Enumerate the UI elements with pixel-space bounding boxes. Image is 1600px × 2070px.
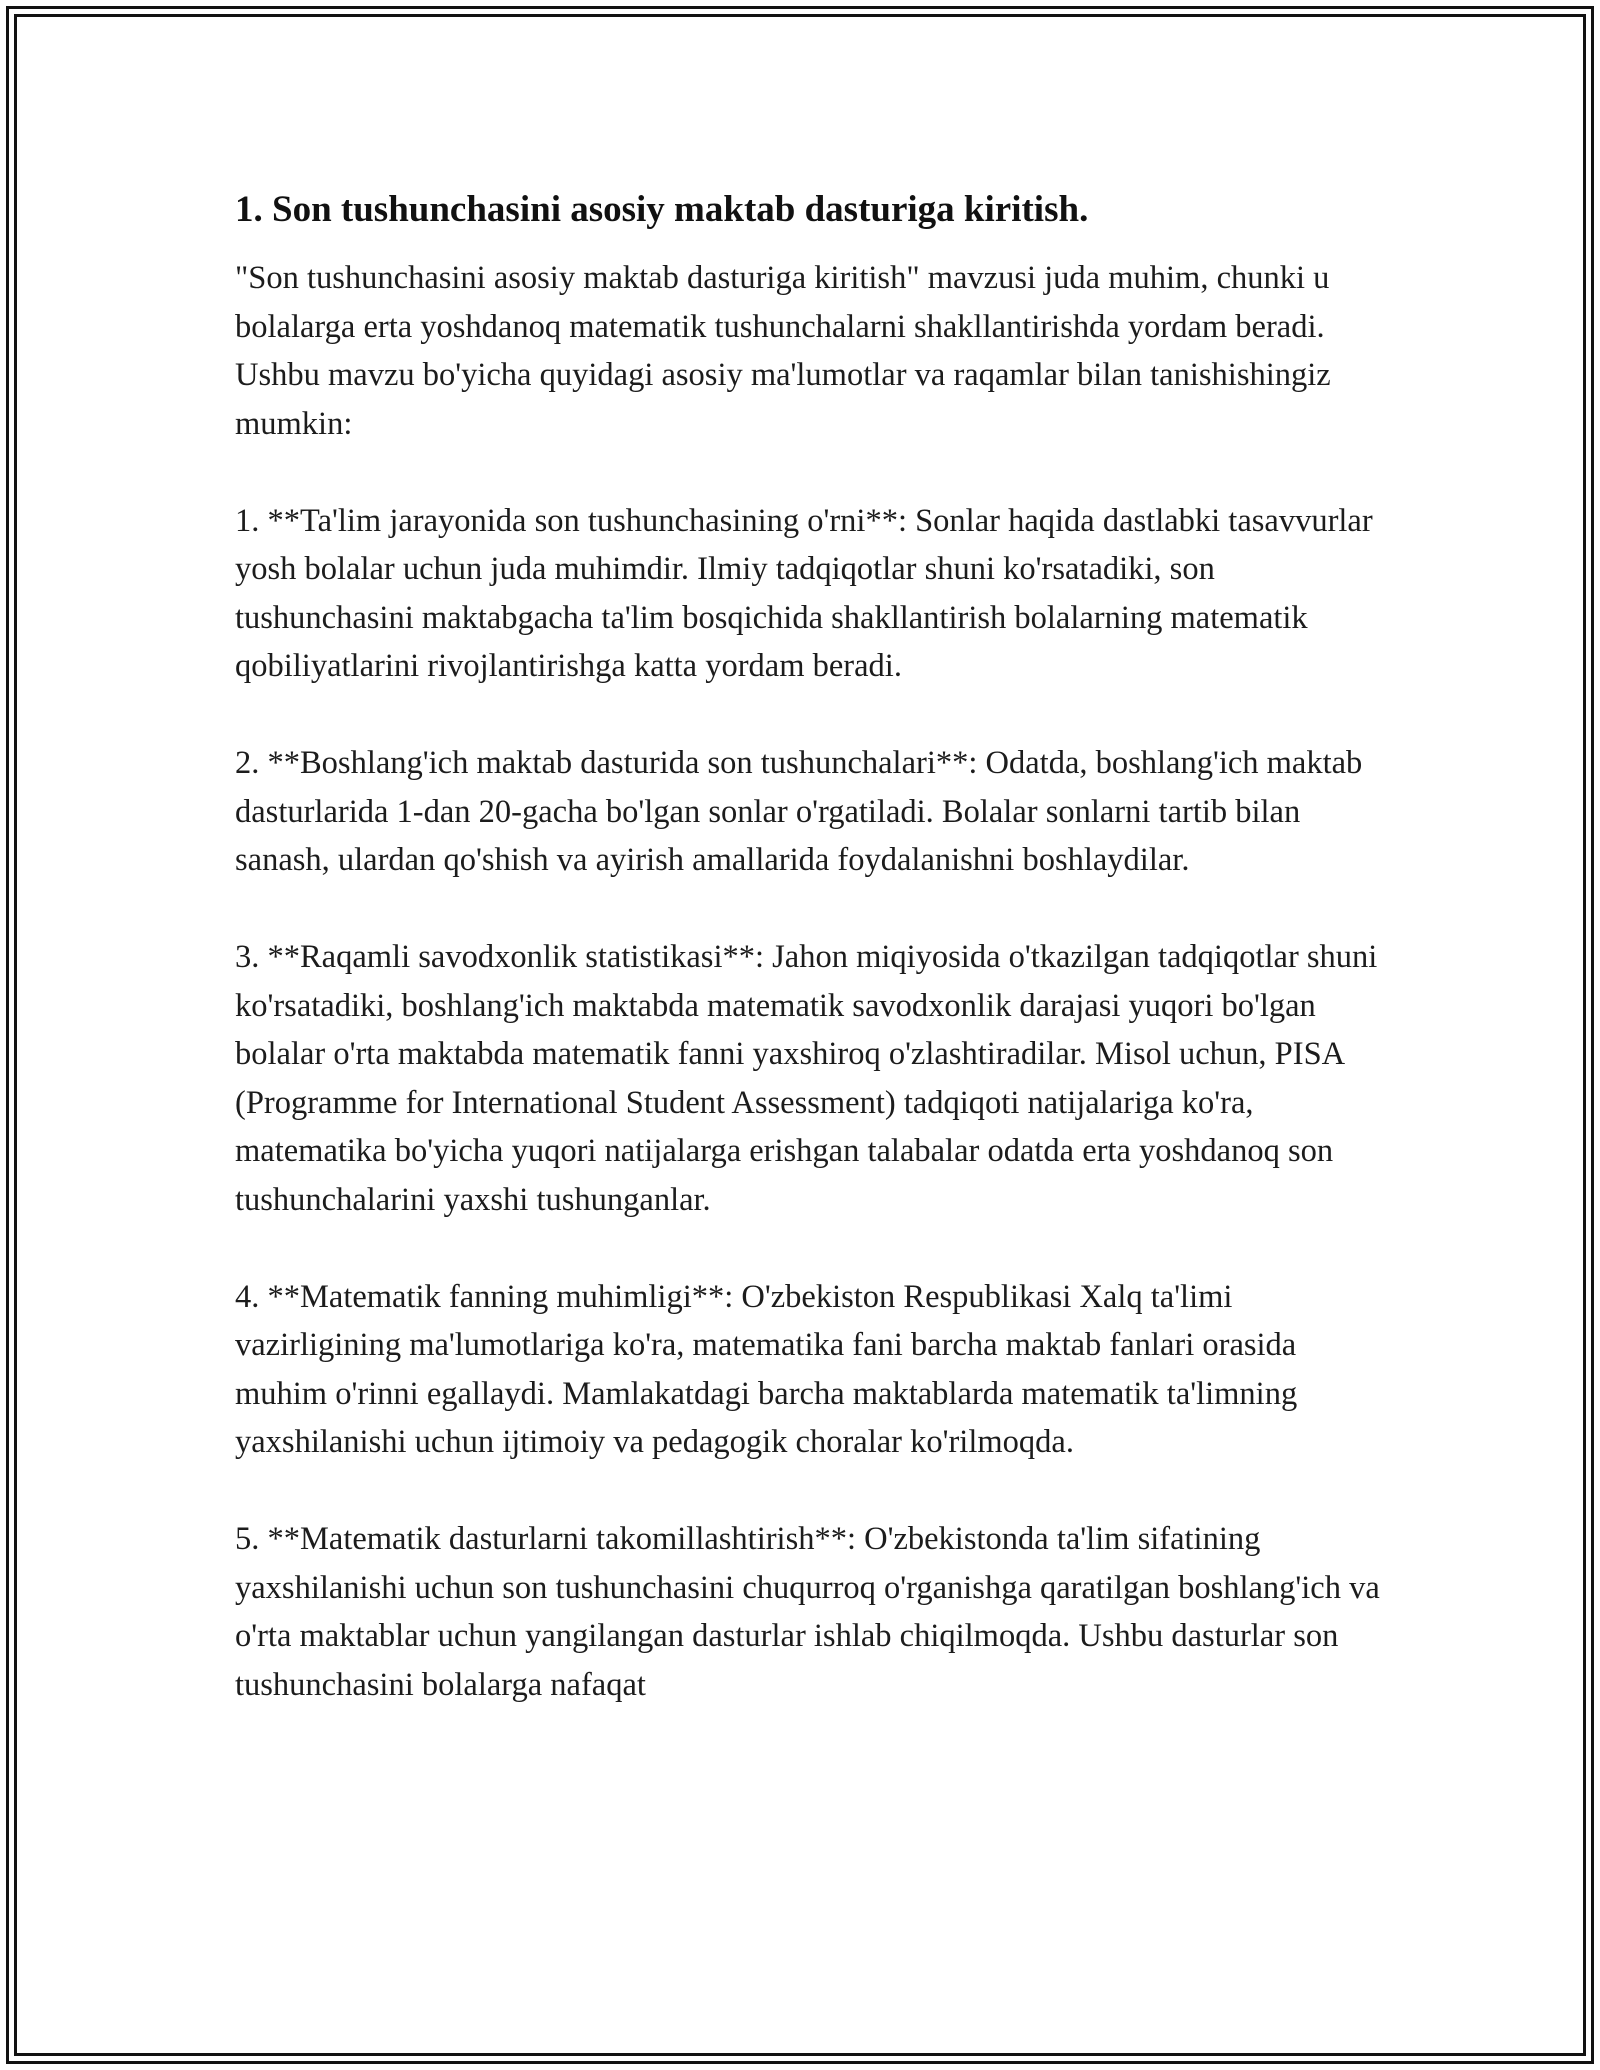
list-item-3: 3. **Raqamli savodxonlik statistikasi**: Jahon miqiyosida o'tkazilgan tadqiqotlar shuni ko'rsatadiki, boshlang'ich maktabda matematik savodxonlik darajasi yuqori bo'lgan bolalar o'rta maktabda matematik fanni yaxshiroq o'zlashtiradilar. Misol uchun, PISA (Programme for International Student Assessment) tadqiqoti natijalariga ko'ra, matematika bo'yicha yuqori natijalarga erishgan talabalar odatda erta yoshdanoq son tushunchalarini yaxshi tushunganlar. <box>235 939 1378 1218</box>
list-item-5: 5. **Matematik dasturlarni takomillashtirish**: O'zbekistonda ta'lim sifatining yaxshilanishi uchun son tushunchasini chuqurroq o'rganishga qaratilgan boshlang'ich va o'rta maktablar uchun yangilangan dasturlar ishlab chiqilmoqda. Ushbu dasturlar son tushunchasini bolalarga nafaqat <box>235 1521 1380 1703</box>
list-item-2: 2. **Boshlang'ich maktab dasturida son tushunchalari**: Odatda, boshlang'ich maktab dasturlarida 1-dan 20-gacha bo'lgan sonlar o'rgatiladi. Bolalar sonlarni tartib bilan sanash, ulardan qo'shish va ayirish amallarida foydalanishni boshlaydilar. <box>235 745 1363 878</box>
intro-paragraph: "Son tushunchasini asosiy maktab dasturiga kiritish" mavzusi juda muhim, chunki u bolalarga erta yoshdanoq matematik tushunchalarni shakllantirishda yordam beradi. Ushbu mavzu bo'yicha quyidagi asosiy ma'lumotlar va raqamlar bilan tanishishingiz mumkin: <box>235 260 1331 442</box>
document-body <box>235 186 1385 1709</box>
document-title: 1. Son tushunchasini asosiy maktab dasturiga kiritish. <box>235 189 1089 230</box>
list-item-4: 4. **Matematik fanning muhimligi**: O'zbekiston Respublikasi Xalq ta'limi vazirligining ma'lumotlariga ko'ra, matematika fani barcha maktab fanlari orasida muhim o'rinni egallaydi. Mamlakatdagi barcha maktablarda matematik ta'limning yaxshilanishi uchun ijtimoiy va pedagogik choralar ko'rilmoqda. <box>235 1278 1298 1460</box>
list-item-1: 1. **Ta'lim jarayonida son tushunchasining o'rni**: Sonlar haqida dastlabki tasavvurlar yosh bolalar uchun juda muhimdir. Ilmiy tadqiqotlar shuni ko'rsatadiki, son tushunchasini maktabgacha ta'lim bosqichida shakllantirish bolalarning matematik qobiliyatlarini rivojlantirishga katta yordam beradi. <box>235 502 1373 684</box>
